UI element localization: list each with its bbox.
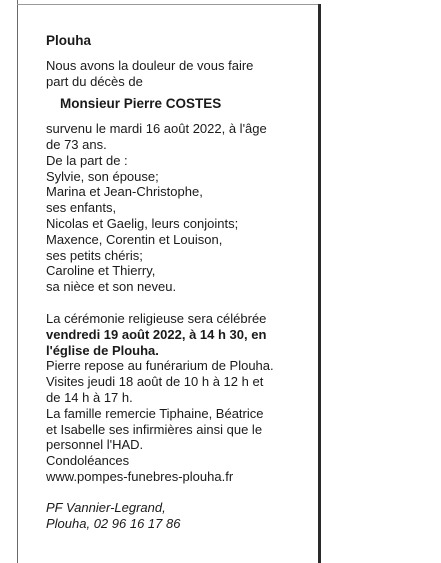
paragraph-gap	[46, 485, 308, 500]
family-line: ses petits chéris;	[46, 247, 143, 263]
family-line: ses enfants,	[46, 200, 117, 216]
notice-intro	[46, 58, 308, 90]
ceremony-place-line: l'église de Plouha.	[46, 342, 159, 358]
details-line: de 14 h à 17 h.	[46, 389, 133, 405]
deceased-name: Monsieur Pierre COSTES	[60, 96, 222, 112]
ceremony-intro: La cérémonie religieuse sera célébrée	[46, 310, 267, 326]
family-line: de 73 ans.	[46, 136, 107, 152]
obituary-notice	[46, 33, 308, 531]
notice-town-heading: Plouha	[46, 33, 92, 48]
intro-line: part du décès de	[46, 73, 143, 89]
signature-section	[46, 500, 308, 532]
family-line: Sylvie, son épouse;	[46, 168, 159, 184]
family-line: Maxence, Corentin et Louison,	[46, 231, 223, 247]
family-line: Nicolas et Gaelig, leurs conjoints;	[46, 215, 239, 231]
family-line: Marina et Jean-Christophe,	[46, 184, 203, 200]
intro-line: Nous avons la douleur de vous faire	[46, 57, 254, 73]
paragraph-gap	[46, 295, 308, 311]
details-line: Visites jeudi 18 août de 10 h à 12 h et	[46, 374, 264, 390]
website-text: www.pompes-funebres-plouha.fr	[46, 468, 234, 484]
frame-top-border	[17, 4, 320, 5]
family-section	[46, 121, 308, 295]
details-line: personnel l'HAD.	[46, 437, 144, 453]
frame-left-border	[17, 0, 18, 563]
ceremony-date-line: vendredi 19 août 2022, à 14 h 30, en	[46, 326, 267, 342]
family-line: sa nièce et son neveu.	[46, 279, 177, 295]
signature-line: PF Vannier-Legrand,	[46, 499, 166, 515]
details-line: La famille remercie Tiphaine, Béatrice	[46, 405, 264, 421]
details-line: Pierre repose au funérarium de Plouha.	[46, 358, 274, 374]
family-line: survenu le mardi 16 août 2022, à l'âge	[46, 121, 267, 137]
signature-line: Plouha, 02 96 16 17 86	[46, 515, 181, 531]
frame-right-border	[318, 4, 321, 563]
family-line: De la part de :	[46, 152, 128, 168]
details-line: Condoléances	[46, 453, 130, 469]
details-line: et Isabelle ses infirmières ainsi que le	[46, 421, 263, 437]
ceremony-section	[46, 311, 308, 485]
family-line: Caroline et Thierry,	[46, 263, 156, 279]
